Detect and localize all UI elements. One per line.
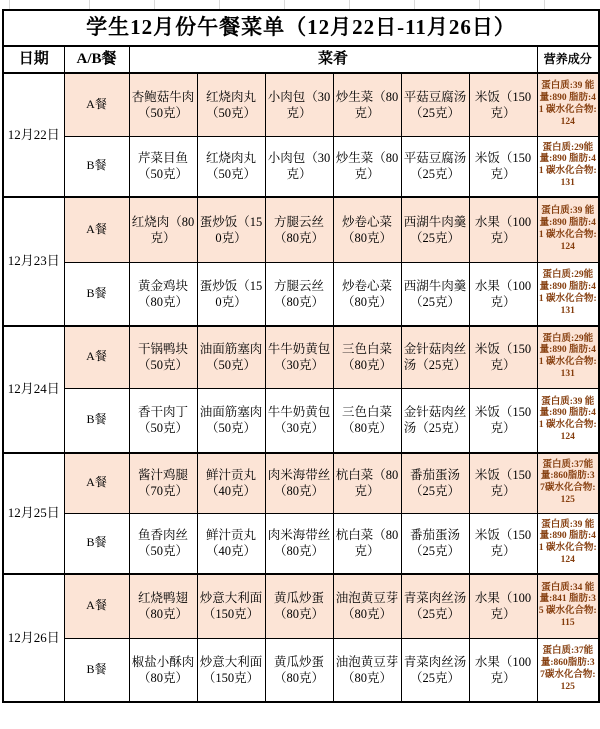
meal-label: A餐	[64, 453, 129, 513]
header-dishes: 菜肴	[129, 46, 537, 73]
dish-cell: 炒卷心菜（80克）	[333, 262, 401, 326]
header-date: 日期	[3, 46, 64, 73]
spreadsheet-margin	[0, 0, 600, 9]
dish-cell: 米饭（150克）	[469, 453, 537, 513]
nutrition-cell: 蛋白质:39 能量:890 脂肪:41 碳水化合物:124	[537, 513, 599, 574]
nutrition-cell: 蛋白质:34 能量:841 脂肪:35 碳水化合物:115	[537, 574, 599, 638]
dish-cell: 红烧肉丸（50克）	[197, 73, 265, 136]
dish-cell: 蛋炒饭（150克）	[197, 262, 265, 326]
meal-label: B餐	[64, 638, 129, 702]
dish-cell: 米饭（150克）	[469, 326, 537, 388]
dish-cell: 西湖牛肉羹（25克）	[401, 262, 469, 326]
nutrition-cell: 蛋白质:39 能量:890 脂肪:41 碳水化合物:124	[537, 388, 599, 453]
dish-cell: 炒生菜（80克）	[333, 73, 401, 136]
table-row	[3, 513, 599, 574]
dish-cell: 西湖牛肉羹（25克）	[401, 197, 469, 262]
dish-cell: 杭白菜（80克）	[333, 453, 401, 513]
dish-cell: 小肉包（30克）	[265, 73, 333, 136]
dish-cell: 牛牛奶黄包（30克）	[265, 388, 333, 453]
dish-cell: 青菜肉丝汤（25克）	[401, 638, 469, 702]
dish-cell: 水果（100克）	[469, 262, 537, 326]
nutrition-cell: 蛋白质:39 能量:890 脂肪:41 碳水化合物:124	[537, 197, 599, 262]
dish-cell: 油泡黄豆芽（80克）	[333, 638, 401, 702]
dish-cell: 芹菜目鱼（50克）	[129, 136, 197, 197]
meal-label: B餐	[64, 513, 129, 574]
meal-label: A餐	[64, 574, 129, 638]
dish-cell: 米饭（150克）	[469, 73, 537, 136]
table-row	[3, 197, 599, 262]
dish-cell: 米饭（150克）	[469, 136, 537, 197]
dish-cell: 方腿云丝（80克）	[265, 262, 333, 326]
dish-cell: 青菜肉丝汤（25克）	[401, 574, 469, 638]
title-row	[3, 10, 599, 46]
dish-cell: 红烧肉（80克）	[129, 197, 197, 262]
date-cell: 12月26日	[3, 574, 64, 702]
dish-cell: 鱼香肉丝（50克）	[129, 513, 197, 574]
dish-cell: 肉米海带丝（80克）	[265, 453, 333, 513]
meal-label: A餐	[64, 73, 129, 136]
meal-label: B餐	[64, 388, 129, 453]
date-cell: 12月23日	[3, 197, 64, 326]
dish-cell: 黄金鸡块（80克）	[129, 262, 197, 326]
dish-cell: 米饭（150克）	[469, 388, 537, 453]
dish-cell: 肉米海带丝（80克）	[265, 513, 333, 574]
dish-cell: 杭白菜（80克）	[333, 513, 401, 574]
table-row	[3, 453, 599, 513]
dish-cell: 金针菇肉丝汤（25克）	[401, 326, 469, 388]
meal-label: B餐	[64, 262, 129, 326]
dish-cell: 番茄蛋汤（25克）	[401, 453, 469, 513]
menu-table	[2, 9, 600, 703]
table-row	[3, 262, 599, 326]
dish-cell: 炒卷心菜（80克）	[333, 197, 401, 262]
table-row	[3, 388, 599, 453]
page-title: 学生12月份午餐菜单（12月22日-11月26日）	[3, 10, 599, 46]
dish-cell: 红烧肉丸（50克）	[197, 136, 265, 197]
dish-cell: 水果（100克）	[469, 197, 537, 262]
nutrition-cell: 蛋白质:29能量:890 脂肪:41 碳水化合物:131	[537, 136, 599, 197]
table-row	[3, 574, 599, 638]
dish-cell: 平菇豆腐汤（25克）	[401, 136, 469, 197]
meal-label: A餐	[64, 326, 129, 388]
table-row	[3, 326, 599, 388]
dish-cell: 三色白菜（80克）	[333, 326, 401, 388]
meal-label: A餐	[64, 197, 129, 262]
date-cell: 12月24日	[3, 326, 64, 453]
dish-cell: 三色白菜（80克）	[333, 388, 401, 453]
dish-cell: 炒生菜（80克）	[333, 136, 401, 197]
dish-cell: 黄瓜炒蛋（80克）	[265, 638, 333, 702]
dish-cell: 红烧鸭翅（80克）	[129, 574, 197, 638]
header-nutrition: 营养成分	[537, 46, 599, 73]
dish-cell: 干锅鸭块（50克）	[129, 326, 197, 388]
dish-cell: 油泡黄豆芽（80克）	[333, 574, 401, 638]
nutrition-cell: 蛋白质:39 能量:890 脂肪:41 碳水化合物:124	[537, 73, 599, 136]
dish-cell: 金针菇肉丝汤（25克）	[401, 388, 469, 453]
nutrition-cell: 蛋白质:37能量:860脂肪:37碳水化合物:125	[537, 453, 599, 513]
dish-cell: 番茄蛋汤（25克）	[401, 513, 469, 574]
header-meal: A/B餐	[64, 46, 129, 73]
dish-cell: 杏鲍菇牛肉（50克）	[129, 73, 197, 136]
table-row	[3, 73, 599, 136]
date-cell: 12月25日	[3, 453, 64, 574]
dish-cell: 平菇豆腐汤（25克）	[401, 73, 469, 136]
dish-cell: 方腿云丝（80克）	[265, 197, 333, 262]
dish-cell: 米饭（150克）	[469, 513, 537, 574]
dish-cell: 香干肉丁（50克）	[129, 388, 197, 453]
dish-cell: 酱汁鸡腿（70克）	[129, 453, 197, 513]
dish-cell: 鲜汁贡丸（40克）	[197, 453, 265, 513]
dish-cell: 鲜汁贡丸（40克）	[197, 513, 265, 574]
dish-cell: 黄瓜炒蛋（80克）	[265, 574, 333, 638]
dish-cell: 炒意大利面（150克）	[197, 574, 265, 638]
dish-cell: 牛牛奶黄包（30克）	[265, 326, 333, 388]
dish-cell: 水果（100克）	[469, 574, 537, 638]
dish-cell: 椒盐小酥肉（80克）	[129, 638, 197, 702]
header-row	[3, 46, 599, 73]
dish-cell: 水果（100克）	[469, 638, 537, 702]
nutrition-cell: 蛋白质:29能量:890 脂肪:41 碳水化合物:131	[537, 326, 599, 388]
dish-cell: 小肉包（30克）	[265, 136, 333, 197]
meal-label: B餐	[64, 136, 129, 197]
dish-cell: 油面筋塞肉（50克）	[197, 388, 265, 453]
nutrition-cell: 蛋白质:29能量:890 脂肪:41 碳水化合物:131	[537, 262, 599, 326]
dish-cell: 油面筋塞肉（50克）	[197, 326, 265, 388]
table-row	[3, 638, 599, 702]
dish-cell: 炒意大利面（150克）	[197, 638, 265, 702]
dish-cell: 蛋炒饭（150克）	[197, 197, 265, 262]
nutrition-cell: 蛋白质:37能量:860脂肪:37碳水化合物:125	[537, 638, 599, 702]
table-row	[3, 136, 599, 197]
date-cell: 12月22日	[3, 73, 64, 197]
